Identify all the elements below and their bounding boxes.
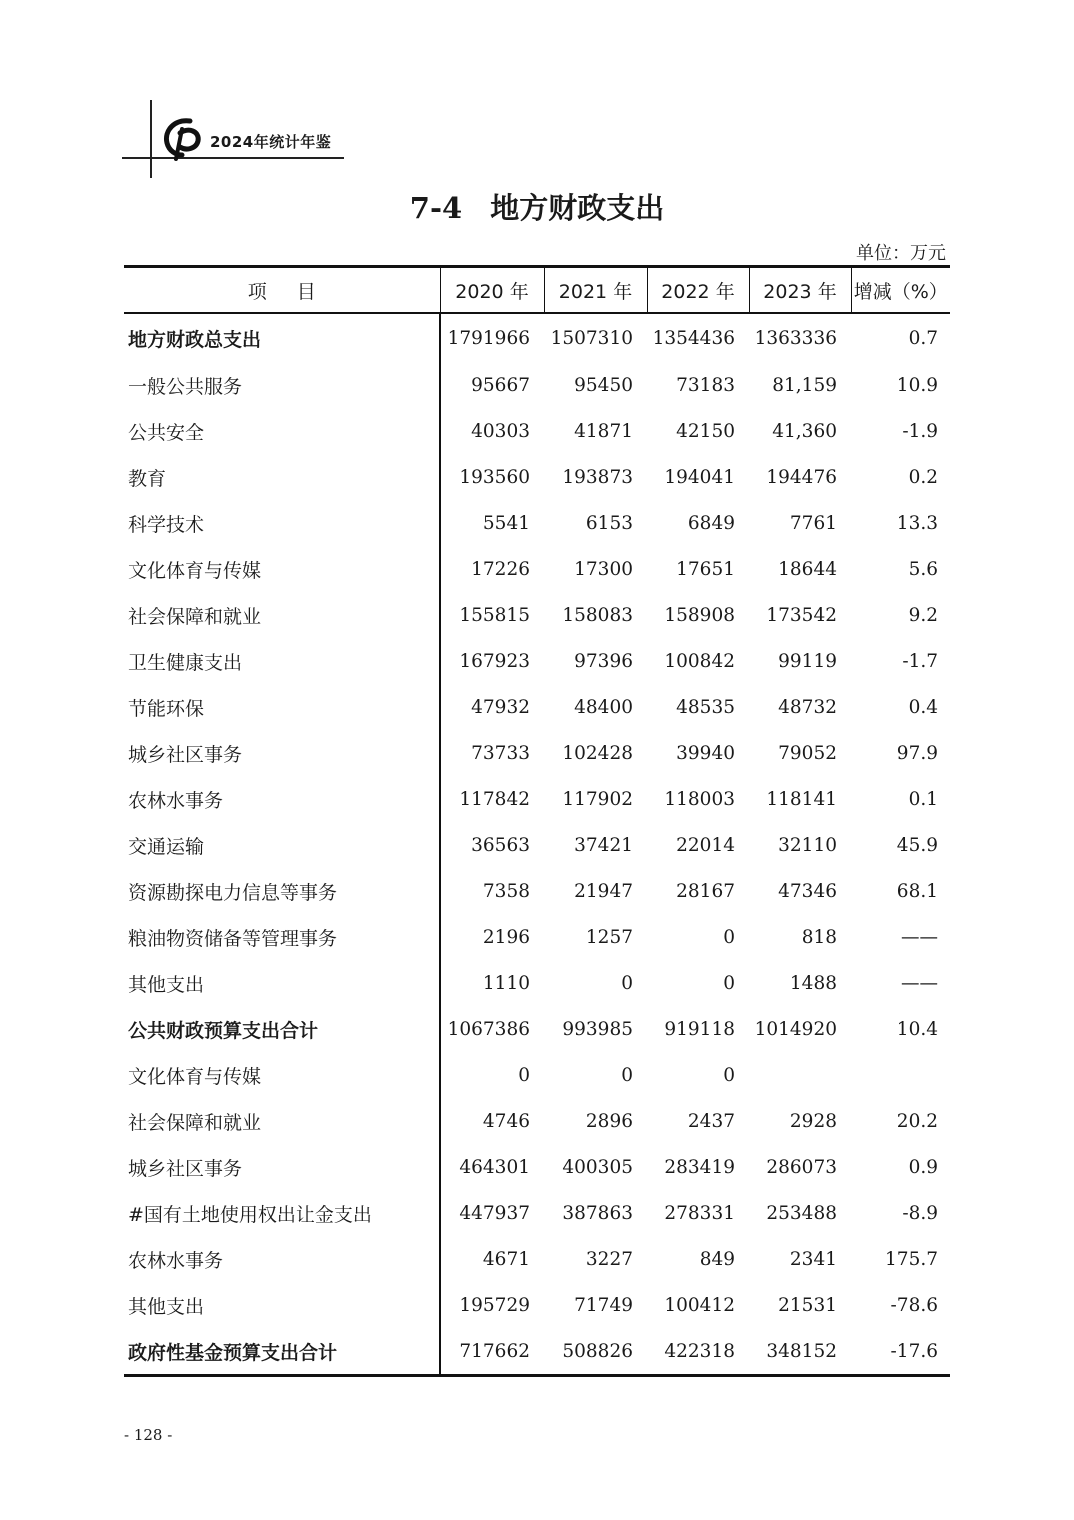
value-2022: 194041 [664,466,735,488]
page-title-number: 7-4 [409,191,463,225]
change-percent: 10.9 [896,374,938,396]
item-cell: 文化体育与传媒 [124,1052,440,1098]
value-2021: 21947 [574,880,633,902]
value-2022: 22014 [676,834,735,856]
item-cell: 农林水事务 [124,1236,440,1282]
value-2023: 1014920 [754,1018,837,1040]
table-row [124,914,950,960]
value-2020: 5541 [482,512,530,534]
value-2021: 41871 [574,420,633,442]
item-cell: 文化体育与传媒 [124,546,440,592]
value-2021: 102428 [562,742,633,764]
change-percent: -78.6 [890,1294,938,1316]
value-2022: 0 [723,972,735,994]
value-2023: 818 [801,926,837,948]
value-2020: 195729 [459,1294,530,1316]
change-percent: 97.9 [896,742,938,764]
table-row [124,776,950,822]
value-2022: 283419 [664,1156,735,1178]
value-2020: 1110 [482,972,530,994]
value-2022: 278331 [664,1202,735,1224]
value-2023: 48732 [778,696,837,718]
table-row [124,500,950,546]
value-2023: 21531 [778,1294,837,1316]
table-row [124,362,950,408]
item-cell: 政府性基金预算支出合计 [124,1328,440,1376]
value-2022: 42150 [676,420,735,442]
value-2022: 73183 [676,374,735,396]
value-2022: 2437 [687,1110,735,1132]
value-2023: 173542 [766,604,837,626]
value-2021: 400305 [562,1156,633,1178]
yearbook-logo-icon [160,115,206,161]
value-2022: 422318 [664,1340,735,1362]
data-table [124,265,950,1377]
header-decoration [0,0,400,190]
change-percent: 20.2 [896,1110,938,1132]
item-cell: 城乡社区事务 [124,1144,440,1190]
item-cell: 其他支出 [124,1282,440,1328]
change-percent [851,1052,950,1098]
value-2020: 4671 [482,1248,530,1270]
table-row [124,1144,950,1190]
change-percent: -8.9 [902,1202,938,1224]
table-row [124,1190,950,1236]
table-row [124,868,950,914]
header-2023: 2023 年 [749,267,851,314]
value-2023 [749,1052,851,1098]
table-row [124,592,950,638]
value-2020: 40303 [471,420,530,442]
value-2022: 849 [699,1248,735,1270]
header-horizontal-rule [122,157,344,159]
value-2020: 36563 [471,834,530,856]
table-row [124,1098,950,1144]
table-row [124,960,950,1006]
value-2021: 71749 [574,1294,633,1316]
value-2021: 1507310 [550,327,633,349]
value-2022: 17651 [676,558,735,580]
table-row [124,730,950,776]
value-2020: 47932 [471,696,530,718]
value-2020: 17226 [471,558,530,580]
item-cell: 教育 [124,454,440,500]
value-2022: 39940 [676,742,735,764]
value-2021: 6153 [585,512,633,534]
value-2021: 2896 [585,1110,633,1132]
item-cell: 农林水事务 [124,776,440,822]
header-2021: 2021 年 [544,267,647,314]
item-cell: 一般公共服务 [124,362,440,408]
value-2023: 1488 [789,972,837,994]
item-cell: 卫生健康支出 [124,638,440,684]
page-title [0,186,1074,227]
table-row [124,1006,950,1052]
item-cell: 公共财政预算支出合计 [124,1006,440,1052]
value-2021: 117902 [562,788,633,810]
item-cell: 交通运输 [124,822,440,868]
change-percent: 175.7 [885,1248,938,1270]
value-2020: 167923 [459,650,530,672]
table-row [124,1236,950,1282]
change-percent: 68.1 [896,880,938,902]
value-2020: 95667 [471,374,530,396]
value-2023: 18644 [778,558,837,580]
value-2021: 387863 [562,1202,633,1224]
header-change: 增减（%） [851,267,950,314]
table-row [124,1328,950,1376]
value-2021: 17300 [574,558,633,580]
table-body [124,313,950,1376]
change-percent: -1.9 [902,420,938,442]
value-2020: 4746 [482,1110,530,1132]
value-2020: 2196 [482,926,530,948]
item-cell: 社会保障和就业 [124,592,440,638]
change-percent: 13.3 [896,512,938,534]
change-percent: 45.9 [896,834,938,856]
value-2020: 117842 [459,788,530,810]
page-title-text: 地方财政支出 [490,191,665,225]
value-2023: 47346 [778,880,837,902]
item-cell: 城乡社区事务 [124,730,440,776]
value-2021: 48400 [574,696,633,718]
value-2020: 1067386 [447,1018,530,1040]
change-percent: -1.7 [902,650,938,672]
value-2021: 1257 [585,926,633,948]
table-row [124,822,950,868]
value-2020: 193560 [459,466,530,488]
value-2022: 6849 [687,512,735,534]
value-2022: 48535 [676,696,735,718]
item-cell: 节能环保 [124,684,440,730]
book-title: 2024年统计年鉴 [210,133,332,151]
value-2023: 348152 [766,1340,837,1362]
table-row [124,1052,950,1098]
change-percent: —— [901,972,938,994]
value-2021: 158083 [562,604,633,626]
value-2023: 99119 [778,650,837,672]
change-percent: 0.4 [908,696,938,718]
value-2022: 118003 [664,788,735,810]
change-percent: 5.6 [908,558,938,580]
value-2021: 508826 [562,1340,633,1362]
value-2023: 286073 [766,1156,837,1178]
table-row [124,546,950,592]
item-cell: 科学技术 [124,500,440,546]
item-cell: 其他支出 [124,960,440,1006]
value-2022: 0 [723,1064,735,1086]
page-number: - 128 - [124,1426,173,1444]
change-percent: 0.1 [908,788,938,810]
item-cell: 资源勘探电力信息等事务 [124,868,440,914]
value-2023: 194476 [766,466,837,488]
value-2021: 97396 [574,650,633,672]
item-cell: #国有土地使用权出让金支出 [124,1190,440,1236]
table-row [124,638,950,684]
value-2023: 32110 [778,834,837,856]
value-2021: 0 [621,1064,633,1086]
header-2022: 2022 年 [647,267,749,314]
header-item: 项目 [124,267,440,314]
value-2022: 0 [723,926,735,948]
value-2021: 193873 [562,466,633,488]
change-percent: 9.2 [908,604,938,626]
item-cell: 粮油物资储备等管理事务 [124,914,440,960]
table-row [124,313,950,362]
change-percent: 0.2 [908,466,938,488]
change-percent: —— [901,926,938,948]
value-2023: 79052 [778,742,837,764]
value-2021: 95450 [574,374,633,396]
value-2022: 100842 [664,650,735,672]
value-2023: 1363336 [754,327,837,349]
value-2020: 0 [518,1064,530,1086]
value-2023: 2341 [789,1248,837,1270]
item-cell: 公共安全 [124,408,440,454]
value-2023: 81,159 [772,374,837,396]
value-2020: 155815 [459,604,530,626]
value-2020: 1791966 [447,327,530,349]
value-2020: 464301 [459,1156,530,1178]
value-2021: 0 [621,972,633,994]
table-row [124,454,950,500]
value-2023: 41,360 [772,420,837,442]
value-2023: 253488 [766,1202,837,1224]
table-row [124,684,950,730]
change-percent: -17.6 [890,1340,938,1362]
value-2022: 158908 [664,604,735,626]
value-2022: 1354436 [652,327,735,349]
value-2020: 717662 [459,1340,530,1362]
value-2022: 919118 [664,1018,735,1040]
change-percent: 10.4 [896,1018,938,1040]
change-percent: 0.9 [908,1156,938,1178]
value-2021: 993985 [562,1018,633,1040]
table-header [124,267,950,314]
value-2021: 3227 [585,1248,633,1270]
value-2022: 28167 [676,880,735,902]
unit-label: 单位：万元 [856,243,946,264]
change-percent: 0.7 [908,327,938,349]
value-2023: 7761 [789,512,837,534]
value-2020: 7358 [482,880,530,902]
table-row [124,408,950,454]
value-2022: 100412 [664,1294,735,1316]
table-row [124,1282,950,1328]
item-cell: 地方财政总支出 [124,313,440,362]
value-2021: 37421 [574,834,633,856]
item-cell: 社会保障和就业 [124,1098,440,1144]
value-2020: 73733 [471,742,530,764]
value-2023: 118141 [766,788,837,810]
header-2020: 2020 年 [440,267,544,314]
header-vertical-rule [150,100,152,178]
value-2020: 447937 [459,1202,530,1224]
value-2023: 2928 [789,1110,837,1132]
